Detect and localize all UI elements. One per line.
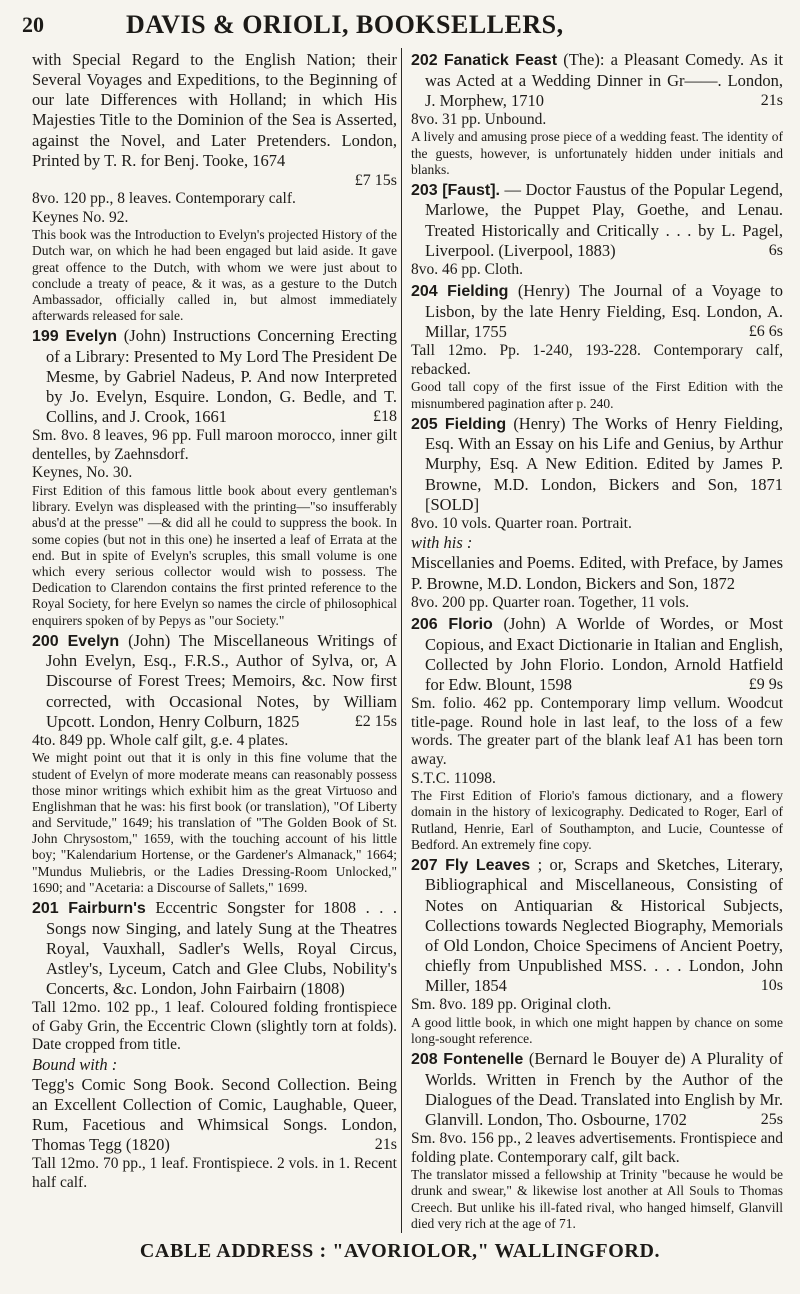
column-divider: [401, 48, 402, 1233]
entry-note: We might point out that it is only in this fine volume that the student of Evelyn of more moderate means can reasonably possess those minor writings which exhibit him as the great Virtuoso and Englishman that he was: his first book (or translation), "Of Liberty and Servitude," 1649; his translation of "The Golden Book of St. John Chrysostom," 1659, with the touching account of his little boy; "Kalendarium Hortense, or the Gardener's Almanack," 1664; "Mundus Muliebris, or the Ladies Dressing-Room Unlocked," 1690; and "Acetaria: a Discourse of Sallets," 1699.: [32, 750, 397, 895]
entry-number: 208: [411, 1051, 438, 1069]
with-his-label: with his :: [411, 533, 473, 553]
entry-note: The First Edition of Florio's famous dictionary, and a flowery domain in the history of lexicography. Dedicated to Roger, Earl of Rutland, Henrie, Earl of Southampton, and Lucie, Countesse of Bedford. An extremely fine copy.: [411, 788, 783, 852]
cable-address: CABLE ADDRESS : "AVORIOLOR," WALLINGFORD.: [139, 1240, 661, 1262]
entry-number: 207: [411, 856, 438, 874]
entry-collation: 8vo. 31 pp. Unbound.: [411, 110, 547, 128]
entry-author: Florio: [448, 616, 493, 634]
left-column: [32, 50, 397, 1195]
entry-collation: 8vo. 120 pp., 8 leaves. Contemporary calf.: [32, 189, 296, 207]
entry-price: £18: [373, 408, 397, 426]
bound-with-label: Bound with :: [32, 1054, 118, 1074]
entry-price: 25s: [760, 1110, 783, 1128]
entry-reference: Keynes, No. 30.: [32, 464, 133, 482]
entry-price: £9 9s: [748, 676, 783, 694]
page-title: DAVIS & ORIOLI, BOOKSELLERS,: [126, 10, 564, 39]
entry-text: (John) The Miscellaneous Writings of John Evelyn, Esq., F.R.S., Author of Sylva, or, A Discourse of Forest Trees; Memoirs, &c. Now first corrected, with Occasional Notes, by William Upcott. London, Henry Colburn, 1825: [46, 630, 397, 731]
entry-collation-secondary: Tall 12mo. 70 pp., 1 leaf. Frontispiece. 2 vols. in 1. Recent half calf.: [32, 1155, 397, 1192]
entry-note: First Edition of this famous little book about every gentleman's library. Evelyn was displeased with the printing—"so insufferably abus'd at the presse" —& did all he could to suppress the book. In some copies (but not in this one) he inserted a leaf of Errata at the end. But in spite of Evelyn's scruples, this small volume is one which every serious collector would wish to possess. The Dedication to Clarendon contains the first printed reference to the Royal Society, for here Evelyn so names the circle of philosophical enquirers spoken of by Pepys as "our Society.": [32, 483, 397, 628]
catalogue-entry-207: [411, 855, 783, 1047]
entry-author: Fanatick Feast: [443, 52, 558, 69]
entry-note: This book was the Introduction to Evelyn's projected History of the Dutch war, on which he had been engaged but laid aside. It gave great offence to the Dutch, with whom we were just about to conclude a treaty of peace, & it was, as a gesture to the Dutch Ambassador, officially called in, but almost immediately afterwards released for sale.: [32, 227, 397, 324]
catalogue-entry-201: [32, 898, 397, 1193]
entry-text: with Special Regard to the English Nation; their Several Voyages and Expeditions, to the Beginning of our late Differences with Holland; in which His Majesties Title to the Dominion of the Sea is Asserted, against the Novel, and Later Pretenders. London, Printed by T. R. for Benj. Tooke, 1674: [32, 50, 397, 170]
entry-number: 204: [411, 283, 438, 301]
entry-author: Fielding: [447, 283, 509, 301]
catalogue-entry-208: [411, 1049, 783, 1232]
entry-number: 205: [411, 415, 438, 433]
entry-collation: Sm. folio. 462 pp. Contemporary limp vellum. Woodcut title-page. Round hole in last leaf, to the loss of a few words. The greater part of the blank leaf A1 has been torn away.: [411, 695, 783, 768]
entry-author: [Faust].: [442, 181, 500, 199]
entry-collation: Tall 12mo. Pp. 1-240, 193-228. Contemporary calf, rebacked.: [411, 342, 783, 378]
entry-collation-secondary: 8vo. 200 pp. Quarter roan. Together, 11 vols.: [411, 593, 690, 611]
entry-text: (Bernard le Bouyer de) A Plurality of Worlds. Written in French by the Author of the Dialogues of the Dead. Translated into English by Mr. Glanvill. London, Tho. Osbourne, 1702: [425, 1049, 784, 1129]
entry-price: £2 15s: [354, 712, 397, 730]
entry-price: £6 6s: [748, 323, 783, 341]
entry-collation: Sm. 8vo. 189 pp. Original cloth.: [411, 996, 612, 1014]
catalogue-entry-205: [411, 414, 783, 613]
entry-author: Evelyn: [65, 328, 118, 346]
entry-number: 206: [411, 616, 438, 634]
catalogue-entry-206: [411, 614, 783, 853]
catalogue-entry-203: [411, 180, 783, 279]
entry-author: Fairburn's: [68, 900, 146, 918]
entry-collation: Sm. 8vo. 8 leaves, 96 pp. Full maroon morocco, inner gilt dentelles, by Zaehnsdorf.: [32, 427, 397, 463]
entry-text: (John) Instructions Concerning Erecting of a Library: Presented to My Lord The President De Mesme, by Gabriel Nadeus, P. And now Interpreted by Jo. Evelyn, Esquire. London, G. Bedle, and T. Collins, and J. Crook, 1661: [46, 326, 397, 427]
entry-text: (Henry) The Journal of a Voyage to Lisbon, by the late Henry Fielding, Esq. London, A. Millar, 1755: [425, 281, 784, 342]
entry-number: 202: [411, 52, 438, 69]
entry-note: A lively and amusing prose piece of a wedding feast. The identity of the guests, however, is unfortunately hidden under initials and blanks.: [411, 129, 783, 177]
entry-reference: S.T.C. 11098.: [411, 769, 496, 787]
entry-text: (John) A Worlde of Wordes, or Most Copious, and Exact Dictionarie in Italian and English, Collected by John Florio. London, Arnold Hatfield for Edw. Blount, 1598: [425, 614, 783, 695]
entry-text-secondary: Miscellanies and Poems. Edited, with Preface, by James P. Browne, M.D. London, Bickers and Son, 1872: [411, 553, 783, 593]
entry-text-secondary: Tegg's Comic Song Book. Second Collection. Being an Excellent Collection of Comic, Laughable, Queer, Rum, Facetious and Whimsical Songs. London, Thomas Tegg (1820): [32, 1074, 397, 1155]
entry-price: 21s: [374, 1136, 397, 1154]
entry-price: 10s: [760, 977, 783, 995]
entry-number: 203: [411, 181, 438, 199]
entry-number: 201: [32, 900, 59, 918]
entry-number: 200: [32, 632, 59, 650]
entry-collation: 8vo. 46 pp. Cloth.: [411, 260, 523, 278]
entry-text: Eccentric Songster for 1808 . . . Songs now Singing, and lately Sung at the Theatres Royal, Vauxhall, Sadler's Wells, Royal Circus, Astley's, Lyceum, Catch and Glee Clubs, Nobility's Concerts, &c. London, John Fairbairn (1808): [46, 898, 398, 998]
entry-note: Good tall copy of the first issue of the First Edition with the misnumbered pagination after p. 240.: [411, 379, 783, 411]
entry-note: The translator missed a fellowship at Trinity "because he would be drunk and swear," & likewise lost another at All Souls to Thomas Creech. But unlike his ill-fated rival, who hanged himself, Glanvill died very rich at the age of 71.: [411, 1167, 783, 1231]
catalogue-entry-199: [32, 326, 397, 628]
entry-author: Fielding: [444, 415, 507, 433]
entry-author: Evelyn: [67, 632, 120, 650]
entry-note: A good little book, in which one might happen by chance on some long-sought reference.: [411, 1014, 783, 1046]
entry-collation: Tall 12mo. 102 pp., 1 leaf. Coloured folding frontispiece of Gaby Grin, the Eccentric Clown (slightly torn at folds). Date cropped from title.: [32, 999, 397, 1054]
entry-author: Fly Leaves: [445, 856, 531, 874]
entry-author: Fontenelle: [443, 1051, 524, 1069]
entry-collation: 8vo. 10 vols. Quarter roan. Portrait.: [411, 514, 632, 532]
entry-text: (Henry) The Works of Henry Fielding, Esq. With an Essay on his Life and Genius, by Arthur Murphy, Esq. A New Edition. Edited by James P. Browne, M.D. London, Bickers and Son, 1871 [SOLD]: [425, 413, 784, 514]
entry-collation: 4to. 849 pp. Whole calf gilt, g.e. 4 plates.: [32, 731, 289, 749]
catalogue-entry-200: [32, 631, 397, 896]
entry-text: (The): a Pleasant Comedy. As it was Acted at a Wedding Dinner in Gr——. London, J. Morphew, 1710: [425, 50, 784, 110]
entry-text: ; or, Scraps and Sketches, Literary, Bibliographical and Miscellaneous, Consisting of Notes on Antiquarian & Historical Subjects, Collections towards Neglected Biography, Memorials of Old London, Choice Specimens of Ancient Poetry, chiefly from Unpublished MSS. . . . London, John Miller, 1854: [425, 854, 784, 996]
entry-number: 199: [32, 328, 59, 346]
catalogue-entry-continued: [32, 50, 397, 324]
catalogue-entry-204: [411, 281, 783, 411]
entry-price: 21s: [760, 91, 783, 109]
entry-price: 6s: [768, 241, 783, 259]
entry-text: — Doctor Faustus of the Popular Legend, Marlowe, the Puppet Play, Goethe, and Lenau. Treated Historically and Critically . . . by L. Pagel, Liverpool. (Liverpool, 1883): [425, 179, 784, 260]
entry-reference: Keynes No. 92.: [32, 208, 129, 226]
entry-collation: Sm. 8vo. 156 pp., 2 leaves advertisements. Frontispiece and folding plate. Contemporary calf, gilt back.: [411, 1130, 783, 1166]
catalogue-entry-202: [411, 50, 783, 178]
entry-price: £7 15s: [354, 171, 397, 189]
page-number: 20: [22, 12, 44, 37]
running-head: [22, 10, 780, 40]
right-column: [411, 50, 783, 1234]
